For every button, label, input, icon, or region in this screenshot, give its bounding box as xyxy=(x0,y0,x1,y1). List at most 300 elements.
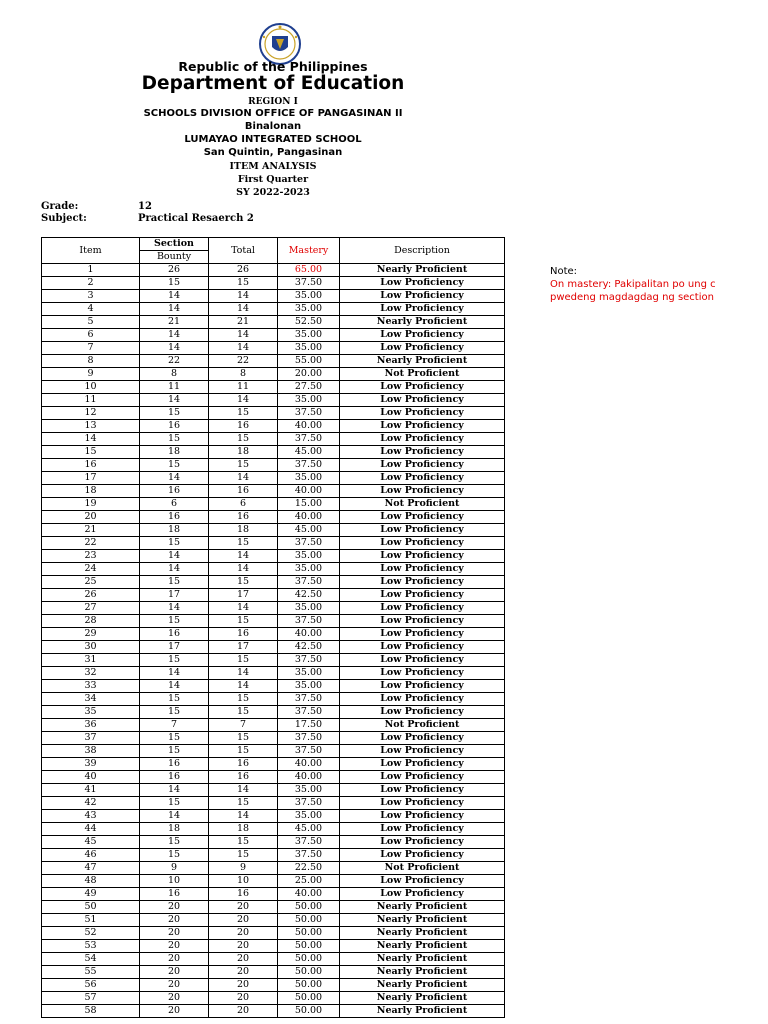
description-cell: Low Proficiency xyxy=(340,407,505,420)
section-bounty-cell: 20 xyxy=(140,914,209,927)
section-bounty-cell: 15 xyxy=(140,654,209,667)
table-row xyxy=(42,277,505,290)
description-cell: Nearly Proficient xyxy=(340,966,505,979)
section-bounty-cell: 16 xyxy=(140,485,209,498)
section-bounty-cell: 20 xyxy=(140,940,209,953)
note-line-2: pwedeng magdagdag ng section xyxy=(550,292,714,303)
mastery-cell: 50.00 xyxy=(278,940,340,953)
total-cell: 9 xyxy=(209,862,278,875)
description-cell: Low Proficiency xyxy=(340,433,505,446)
section-bounty-cell: 17 xyxy=(140,641,209,654)
description-cell: Low Proficiency xyxy=(340,589,505,602)
description-cell: Nearly Proficient xyxy=(340,992,505,1005)
header-item: Item xyxy=(42,238,140,264)
description-cell: Low Proficiency xyxy=(340,576,505,589)
mastery-cell: 37.50 xyxy=(278,745,340,758)
section-bounty-cell: 14 xyxy=(140,680,209,693)
item-number-cell: 3 xyxy=(42,290,140,303)
description-cell: Low Proficiency xyxy=(340,615,505,628)
description-cell: Low Proficiency xyxy=(340,888,505,901)
mastery-cell: 27.50 xyxy=(278,381,340,394)
description-cell: Low Proficiency xyxy=(340,771,505,784)
side-note xyxy=(550,265,768,304)
total-cell: 20 xyxy=(209,992,278,1005)
item-number-cell: 23 xyxy=(42,550,140,563)
mastery-cell: 37.50 xyxy=(278,459,340,472)
total-cell: 15 xyxy=(209,732,278,745)
mastery-cell: 37.50 xyxy=(278,537,340,550)
total-cell: 20 xyxy=(209,940,278,953)
description-cell: Low Proficiency xyxy=(340,758,505,771)
total-cell: 26 xyxy=(209,264,278,277)
section-bounty-cell: 14 xyxy=(140,329,209,342)
mastery-cell: 35.00 xyxy=(278,329,340,342)
subject-label: Subject: xyxy=(41,213,87,224)
description-cell: Low Proficiency xyxy=(340,537,505,550)
item-number-cell: 40 xyxy=(42,771,140,784)
table-row xyxy=(42,446,505,459)
section-bounty-cell: 15 xyxy=(140,693,209,706)
description-cell: Low Proficiency xyxy=(340,524,505,537)
table-row xyxy=(42,719,505,732)
item-number-cell: 27 xyxy=(42,602,140,615)
table-row xyxy=(42,394,505,407)
mastery-cell: 20.00 xyxy=(278,368,340,381)
header-total: Total xyxy=(209,238,278,264)
section-bounty-cell: 14 xyxy=(140,394,209,407)
table-row xyxy=(42,602,505,615)
table-row xyxy=(42,680,505,693)
item-number-cell: 4 xyxy=(42,303,140,316)
total-cell: 15 xyxy=(209,537,278,550)
table-row xyxy=(42,914,505,927)
table-row xyxy=(42,420,505,433)
table-row xyxy=(42,615,505,628)
item-analysis-table xyxy=(41,237,505,1018)
total-cell: 15 xyxy=(209,693,278,706)
total-cell: 20 xyxy=(209,1005,278,1018)
item-number-cell: 8 xyxy=(42,355,140,368)
item-number-cell: 37 xyxy=(42,732,140,745)
section-bounty-cell: 14 xyxy=(140,784,209,797)
table-row xyxy=(42,563,505,576)
table-row xyxy=(42,303,505,316)
table-row xyxy=(42,290,505,303)
total-cell: 14 xyxy=(209,602,278,615)
section-bounty-cell: 15 xyxy=(140,797,209,810)
item-number-cell: 55 xyxy=(42,966,140,979)
section-bounty-cell: 15 xyxy=(140,407,209,420)
mastery-cell: 35.00 xyxy=(278,563,340,576)
mastery-cell: 37.50 xyxy=(278,732,340,745)
total-cell: 20 xyxy=(209,953,278,966)
mastery-cell: 50.00 xyxy=(278,966,340,979)
table-row xyxy=(42,381,505,394)
section-bounty-cell: 9 xyxy=(140,862,209,875)
description-cell: Low Proficiency xyxy=(340,446,505,459)
description-cell: Nearly Proficient xyxy=(340,901,505,914)
total-cell: 16 xyxy=(209,420,278,433)
mastery-cell: 17.50 xyxy=(278,719,340,732)
table-row xyxy=(42,342,505,355)
description-cell: Not Proficient xyxy=(340,368,505,381)
total-cell: 14 xyxy=(209,394,278,407)
item-number-cell: 6 xyxy=(42,329,140,342)
mastery-cell: 40.00 xyxy=(278,771,340,784)
description-cell: Low Proficiency xyxy=(340,810,505,823)
total-cell: 15 xyxy=(209,706,278,719)
total-cell: 14 xyxy=(209,550,278,563)
mastery-cell: 35.00 xyxy=(278,290,340,303)
item-number-cell: 16 xyxy=(42,459,140,472)
total-cell: 16 xyxy=(209,485,278,498)
table-row xyxy=(42,498,505,511)
section-bounty-cell: 20 xyxy=(140,927,209,940)
section-bounty-cell: 14 xyxy=(140,303,209,316)
section-bounty-cell: 7 xyxy=(140,719,209,732)
item-number-cell: 1 xyxy=(42,264,140,277)
total-cell: 10 xyxy=(209,875,278,888)
mastery-cell: 50.00 xyxy=(278,927,340,940)
mastery-cell: 37.50 xyxy=(278,615,340,628)
description-cell: Low Proficiency xyxy=(340,550,505,563)
mastery-cell: 35.00 xyxy=(278,810,340,823)
section-bounty-cell: 20 xyxy=(140,1005,209,1018)
total-cell: 16 xyxy=(209,628,278,641)
mastery-cell: 37.50 xyxy=(278,836,340,849)
mastery-cell: 25.00 xyxy=(278,875,340,888)
table-row xyxy=(42,784,505,797)
item-number-cell: 14 xyxy=(42,433,140,446)
item-number-cell: 9 xyxy=(42,368,140,381)
note-label: Note: xyxy=(550,266,578,277)
mastery-cell: 52.50 xyxy=(278,316,340,329)
section-bounty-cell: 15 xyxy=(140,732,209,745)
section-bounty-cell: 16 xyxy=(140,771,209,784)
section-bounty-cell: 10 xyxy=(140,875,209,888)
section-bounty-cell: 26 xyxy=(140,264,209,277)
mastery-cell: 35.00 xyxy=(278,667,340,680)
section-bounty-cell: 11 xyxy=(140,381,209,394)
section-bounty-cell: 14 xyxy=(140,563,209,576)
section-bounty-cell: 14 xyxy=(140,290,209,303)
table-row xyxy=(42,355,505,368)
section-bounty-cell: 16 xyxy=(140,511,209,524)
subject-value: Practical Resaerch 2 xyxy=(138,213,254,224)
description-cell: Nearly Proficient xyxy=(340,953,505,966)
item-number-cell: 22 xyxy=(42,537,140,550)
section-bounty-cell: 18 xyxy=(140,823,209,836)
table-row xyxy=(42,524,505,537)
table-row xyxy=(42,953,505,966)
description-cell: Low Proficiency xyxy=(340,875,505,888)
description-cell: Low Proficiency xyxy=(340,381,505,394)
section-bounty-cell: 15 xyxy=(140,459,209,472)
section-bounty-cell: 16 xyxy=(140,628,209,641)
section-bounty-cell: 20 xyxy=(140,979,209,992)
description-cell: Nearly Proficient xyxy=(340,316,505,329)
item-number-cell: 2 xyxy=(42,277,140,290)
total-cell: 15 xyxy=(209,576,278,589)
total-cell: 11 xyxy=(209,381,278,394)
quarter-label: First Quarter xyxy=(237,174,309,185)
mastery-cell: 40.00 xyxy=(278,511,340,524)
item-number-cell: 43 xyxy=(42,810,140,823)
item-number-cell: 34 xyxy=(42,693,140,706)
table-row xyxy=(42,836,505,849)
item-number-cell: 11 xyxy=(42,394,140,407)
total-cell: 16 xyxy=(209,758,278,771)
section-bounty-cell: 15 xyxy=(140,277,209,290)
item-number-cell: 44 xyxy=(42,823,140,836)
item-number-cell: 50 xyxy=(42,901,140,914)
mastery-cell: 22.50 xyxy=(278,862,340,875)
section-bounty-cell: 14 xyxy=(140,550,209,563)
total-cell: 21 xyxy=(209,316,278,329)
total-cell: 14 xyxy=(209,290,278,303)
total-cell: 18 xyxy=(209,823,278,836)
total-cell: 14 xyxy=(209,329,278,342)
total-cell: 20 xyxy=(209,914,278,927)
description-cell: Nearly Proficient xyxy=(340,355,505,368)
section-bounty-cell: 20 xyxy=(140,953,209,966)
description-cell: Low Proficiency xyxy=(340,797,505,810)
section-bounty-cell: 16 xyxy=(140,758,209,771)
description-cell: Low Proficiency xyxy=(340,485,505,498)
item-number-cell: 33 xyxy=(42,680,140,693)
section-bounty-cell: 14 xyxy=(140,472,209,485)
item-number-cell: 49 xyxy=(42,888,140,901)
department-heading: Department of Education xyxy=(141,73,405,94)
description-cell: Low Proficiency xyxy=(340,680,505,693)
description-cell: Low Proficiency xyxy=(340,563,505,576)
total-cell: 8 xyxy=(209,368,278,381)
mastery-cell: 45.00 xyxy=(278,446,340,459)
item-number-cell: 12 xyxy=(42,407,140,420)
mastery-cell: 50.00 xyxy=(278,979,340,992)
description-cell: Low Proficiency xyxy=(340,329,505,342)
table-row xyxy=(42,810,505,823)
mastery-cell: 37.50 xyxy=(278,849,340,862)
item-number-cell: 5 xyxy=(42,316,140,329)
item-number-cell: 7 xyxy=(42,342,140,355)
description-cell: Low Proficiency xyxy=(340,394,505,407)
description-cell: Low Proficiency xyxy=(340,459,505,472)
item-number-cell: 36 xyxy=(42,719,140,732)
item-number-cell: 39 xyxy=(42,758,140,771)
item-number-cell: 46 xyxy=(42,849,140,862)
item-number-cell: 32 xyxy=(42,667,140,680)
total-cell: 22 xyxy=(209,355,278,368)
item-number-cell: 24 xyxy=(42,563,140,576)
item-number-cell: 30 xyxy=(42,641,140,654)
table-row xyxy=(42,901,505,914)
item-number-cell: 54 xyxy=(42,953,140,966)
total-cell: 15 xyxy=(209,615,278,628)
item-number-cell: 53 xyxy=(42,940,140,953)
section-bounty-cell: 15 xyxy=(140,745,209,758)
total-cell: 14 xyxy=(209,667,278,680)
total-cell: 15 xyxy=(209,836,278,849)
total-cell: 20 xyxy=(209,927,278,940)
item-number-cell: 57 xyxy=(42,992,140,1005)
mastery-cell: 40.00 xyxy=(278,485,340,498)
total-cell: 16 xyxy=(209,771,278,784)
mastery-cell: 50.00 xyxy=(278,901,340,914)
table-row xyxy=(42,264,505,277)
table-row xyxy=(42,576,505,589)
description-cell: Low Proficiency xyxy=(340,602,505,615)
table-row xyxy=(42,511,505,524)
item-number-cell: 47 xyxy=(42,862,140,875)
header-mastery: Mastery xyxy=(278,238,340,264)
total-cell: 20 xyxy=(209,979,278,992)
school-address: San Quintin, Pangasinan xyxy=(203,147,343,158)
table-row xyxy=(42,927,505,940)
section-bounty-cell: 14 xyxy=(140,810,209,823)
header-section: Section xyxy=(140,238,209,251)
table-row xyxy=(42,992,505,1005)
item-number-cell: 58 xyxy=(42,1005,140,1018)
description-cell: Not Proficient xyxy=(340,719,505,732)
total-cell: 6 xyxy=(209,498,278,511)
section-bounty-cell: 6 xyxy=(140,498,209,511)
region-label: REGION I xyxy=(248,97,298,107)
table-row xyxy=(42,966,505,979)
total-cell: 14 xyxy=(209,563,278,576)
section-bounty-cell: 15 xyxy=(140,433,209,446)
mastery-cell: 45.00 xyxy=(278,524,340,537)
section-bounty-cell: 15 xyxy=(140,706,209,719)
table-row xyxy=(42,732,505,745)
table-row xyxy=(42,459,505,472)
item-number-cell: 56 xyxy=(42,979,140,992)
item-number-cell: 42 xyxy=(42,797,140,810)
total-cell: 16 xyxy=(209,511,278,524)
section-bounty-cell: 18 xyxy=(140,446,209,459)
total-cell: 16 xyxy=(209,888,278,901)
description-cell: Low Proficiency xyxy=(340,667,505,680)
item-number-cell: 15 xyxy=(42,446,140,459)
table-row xyxy=(42,368,505,381)
mastery-cell: 55.00 xyxy=(278,355,340,368)
header-description: Description xyxy=(340,238,505,264)
mastery-cell: 37.50 xyxy=(278,797,340,810)
mastery-cell: 37.50 xyxy=(278,693,340,706)
description-cell: Not Proficient xyxy=(340,862,505,875)
table-row xyxy=(42,758,505,771)
mastery-cell: 50.00 xyxy=(278,953,340,966)
table-row xyxy=(42,485,505,498)
mastery-cell: 37.50 xyxy=(278,277,340,290)
mastery-cell: 37.50 xyxy=(278,407,340,420)
section-bounty-cell: 16 xyxy=(140,420,209,433)
republic-heading: Republic of the Philippines xyxy=(178,59,368,74)
mastery-cell: 40.00 xyxy=(278,758,340,771)
mastery-cell: 35.00 xyxy=(278,472,340,485)
description-cell: Low Proficiency xyxy=(340,706,505,719)
section-bounty-cell: 17 xyxy=(140,589,209,602)
grade-label: Grade: xyxy=(41,201,79,212)
description-cell: Low Proficiency xyxy=(340,303,505,316)
item-number-cell: 52 xyxy=(42,927,140,940)
table-row xyxy=(42,316,505,329)
school-year-label: SY 2022-2023 xyxy=(236,187,310,198)
table-row xyxy=(42,797,505,810)
description-cell: Nearly Proficient xyxy=(340,940,505,953)
table-row xyxy=(42,550,505,563)
section-bounty-cell: 21 xyxy=(140,316,209,329)
total-cell: 18 xyxy=(209,524,278,537)
mastery-cell: 40.00 xyxy=(278,628,340,641)
total-cell: 18 xyxy=(209,446,278,459)
mastery-cell: 50.00 xyxy=(278,992,340,1005)
description-cell: Low Proficiency xyxy=(340,784,505,797)
total-cell: 15 xyxy=(209,407,278,420)
section-bounty-cell: 15 xyxy=(140,537,209,550)
item-number-cell: 28 xyxy=(42,615,140,628)
mastery-cell: 35.00 xyxy=(278,550,340,563)
total-cell: 15 xyxy=(209,849,278,862)
item-number-cell: 17 xyxy=(42,472,140,485)
mastery-cell: 40.00 xyxy=(278,888,340,901)
section-bounty-cell: 18 xyxy=(140,524,209,537)
description-cell: Low Proficiency xyxy=(340,849,505,862)
total-cell: 17 xyxy=(209,589,278,602)
total-cell: 15 xyxy=(209,459,278,472)
mastery-cell: 65.00 xyxy=(278,264,340,277)
table-row xyxy=(42,641,505,654)
table-row xyxy=(42,329,505,342)
item-number-cell: 38 xyxy=(42,745,140,758)
description-cell: Low Proficiency xyxy=(340,745,505,758)
section-bounty-cell: 14 xyxy=(140,667,209,680)
section-bounty-cell: 20 xyxy=(140,992,209,1005)
item-number-cell: 10 xyxy=(42,381,140,394)
mastery-cell: 37.50 xyxy=(278,706,340,719)
total-cell: 15 xyxy=(209,745,278,758)
total-cell: 14 xyxy=(209,680,278,693)
table-row xyxy=(42,537,505,550)
description-cell: Nearly Proficient xyxy=(340,264,505,277)
item-number-cell: 21 xyxy=(42,524,140,537)
table-row xyxy=(42,862,505,875)
section-bounty-cell: 15 xyxy=(140,836,209,849)
table-row xyxy=(42,979,505,992)
mastery-cell: 35.00 xyxy=(278,394,340,407)
table-row xyxy=(42,888,505,901)
table-header-row xyxy=(42,238,505,251)
table-row xyxy=(42,693,505,706)
section-bounty-cell: 8 xyxy=(140,368,209,381)
description-cell: Nearly Proficient xyxy=(340,979,505,992)
section-bounty-cell: 14 xyxy=(140,602,209,615)
description-cell: Low Proficiency xyxy=(340,732,505,745)
item-number-cell: 48 xyxy=(42,875,140,888)
item-number-cell: 20 xyxy=(42,511,140,524)
item-number-cell: 26 xyxy=(42,589,140,602)
description-cell: Low Proficiency xyxy=(340,654,505,667)
mastery-cell: 37.50 xyxy=(278,654,340,667)
note-line-1: On mastery: Pakipalitan po ung c xyxy=(550,279,716,290)
section-bounty-cell: 16 xyxy=(140,888,209,901)
section-bounty-cell: 20 xyxy=(140,901,209,914)
total-cell: 15 xyxy=(209,797,278,810)
header-bounty: Bounty xyxy=(140,251,209,264)
table-body xyxy=(42,264,505,1018)
description-cell: Low Proficiency xyxy=(340,836,505,849)
total-cell: 15 xyxy=(209,277,278,290)
